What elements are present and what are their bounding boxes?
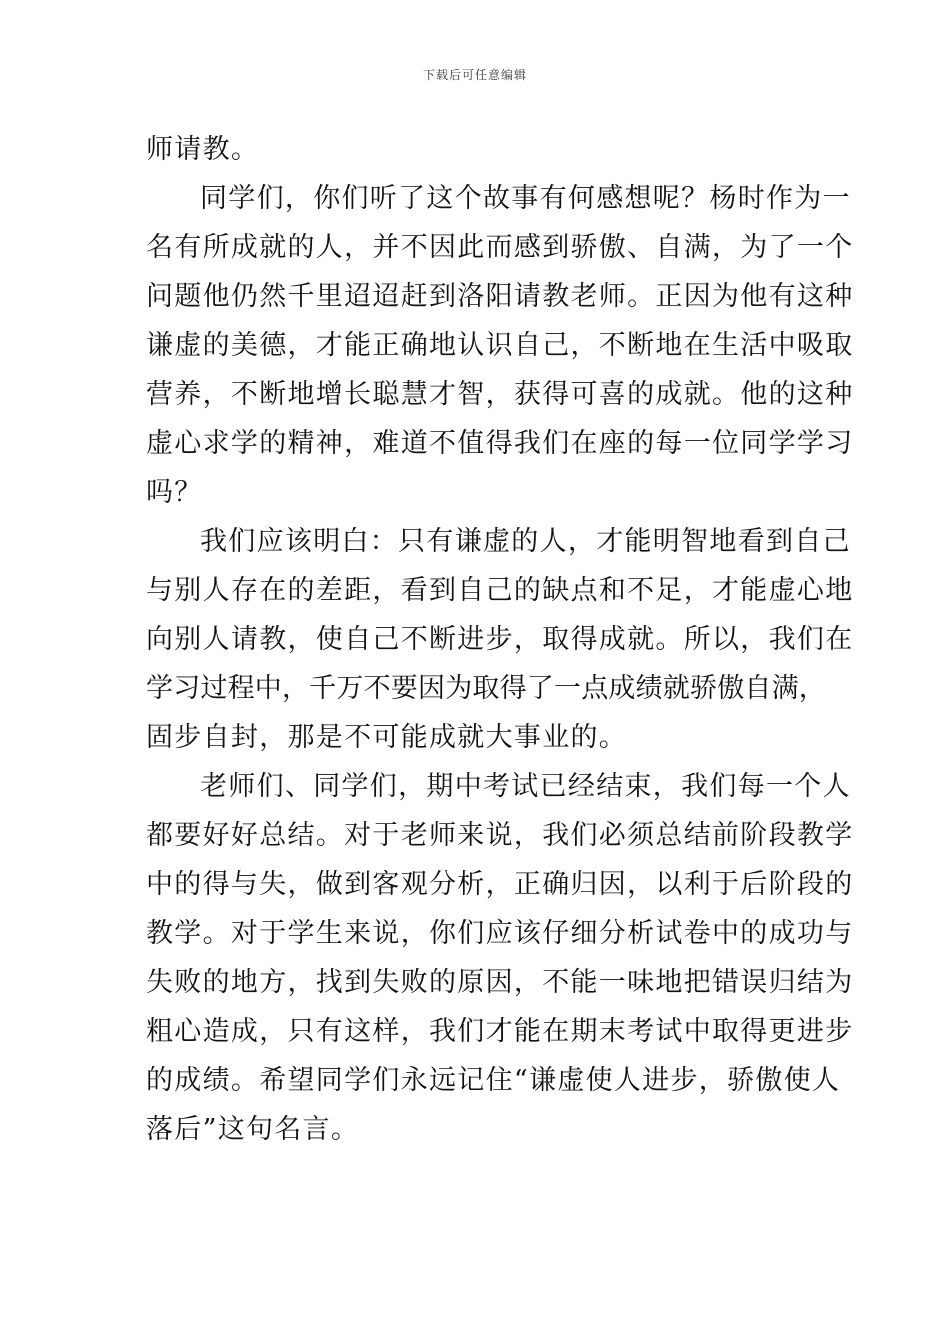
paragraph-start-line: 我们应该明白：只有谦虚的人，才能明智地看到自己 — [200, 526, 851, 557]
paragraph-start-line: 老师们、同学们，期中考试已经结束，我们每一个人 — [200, 771, 851, 802]
text-line: 师请教。 — [146, 134, 260, 165]
text-line: 的成绩。希望同学们永远记住“谦虚使人进步，骄傲使人 — [146, 1065, 841, 1096]
text-line: 向别人请教，使自己不断进步，取得成就。所以，我们在 — [146, 624, 854, 655]
text-line: 营养，不断地增长聪慧才智，获得可喜的成就。他的这种 — [146, 379, 854, 410]
body-text — [146, 125, 854, 1154]
text-line: 谦虚的美德，才能正确地认识自己，不断地在生活中吸取 — [146, 330, 854, 361]
text-line: 失败的地方，找到失败的原因，不能一味地把错误归结为 — [146, 967, 854, 998]
text-line: 粗心造成，只有这样，我们才能在期末考试中取得更进步 — [146, 1016, 854, 1047]
text-line: 中的得与失，做到客观分析，正确归因，以利于后阶段的 — [146, 869, 854, 900]
text-line: 问题他仍然千里迢迢赶到洛阳请教老师。正因为他有这种 — [146, 281, 854, 312]
text-line: 学习过程中，千万不要因为取得了一点成绩就骄傲自满， — [146, 673, 826, 704]
text-line: 落后”这句名言。 — [146, 1114, 360, 1145]
text-line: 虚心求学的精神，难道不值得我们在座的每一位同学学习 — [146, 428, 854, 459]
header-note: 下载后可任意编辑 — [422, 68, 527, 82]
text-line: 吗？ — [146, 477, 203, 508]
text-line: 都要好好总结。对于老师来说，我们必须总结前阶段教学 — [146, 820, 854, 851]
paragraph-start-line: 同学们，你们听了这个故事有何感想呢？杨时作为一 — [200, 183, 851, 214]
text-line: 固步自封，那是不可能成就大事业的。 — [146, 722, 628, 753]
text-line: 名有所成就的人，并不因此而感到骄傲、自满，为了一个 — [146, 232, 854, 263]
text-line: 与别人存在的差距，看到自己的缺点和不足，才能虚心地 — [146, 575, 854, 606]
text-line: 教学。对于学生来说，你们应该仔细分析试卷中的成功与 — [146, 918, 854, 949]
